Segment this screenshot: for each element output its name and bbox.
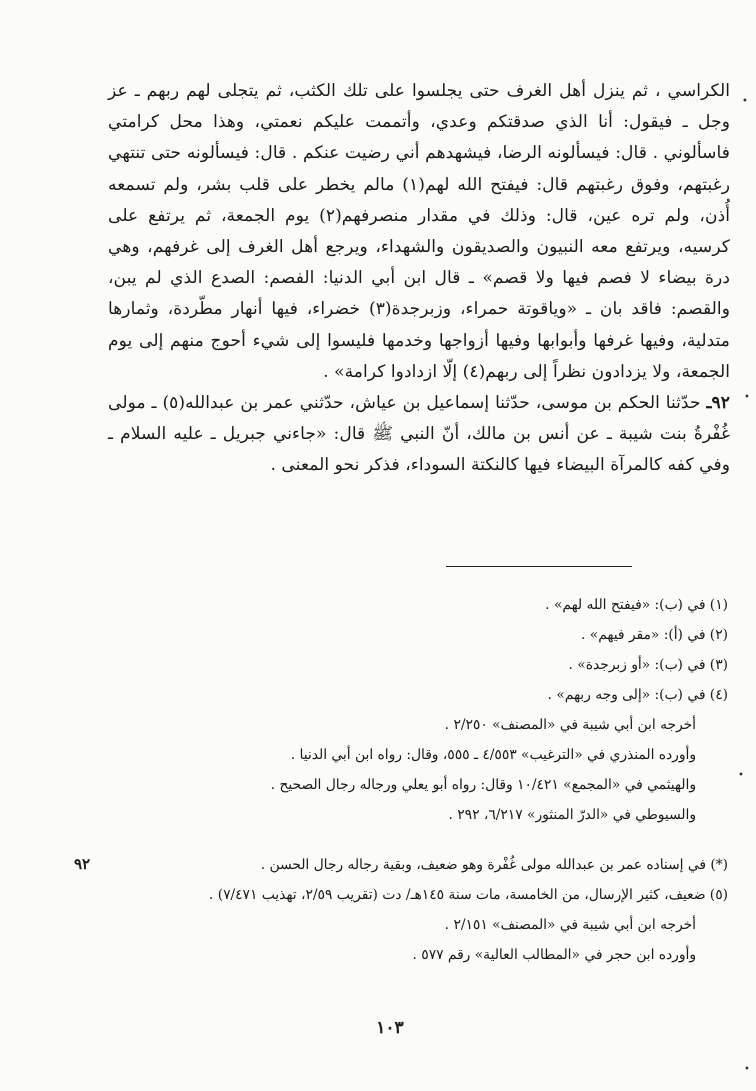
footnote-4-source-4: والسيوطي في «الدرّ المنثور» ٦/٢١٧، ٢٩٢ . [448, 807, 696, 823]
paragraph-hadith-92 [108, 388, 730, 482]
footnote-5-source-2: وأورده ابن حجر في «المطالب العالية» رقم ٥٧٧ . [412, 947, 696, 963]
footnote-star: (*) في إسناده عمر بن عبدالله مولى غُفْرة وهو ضعيف، وبقية رجاله رجال الحسن . [260, 857, 728, 873]
footnote-5: (٥) ضعيف، كثير الإرسال، من الخامسة، مات سنة ١٤٥هـ/ دت (تقريب ٢/٥٩، تهذيب ٧/٤٧١) . [208, 887, 728, 903]
hadith-number: ٩٢ـ [706, 393, 730, 414]
main-text-block [108, 76, 730, 482]
footnote-5-source-1: أخرجه ابن أبي شيبة في «المصنف» ٢/١٥١ . [444, 917, 696, 933]
margin-dot-mark: • [742, 96, 748, 107]
footnote-1: (١) في (ب): «فيفتح الله لهم» . [545, 597, 728, 613]
footnote-4: (٤) في (ب): «إلى وجه ربهم» . [547, 687, 728, 703]
margin-dot-mark: • [744, 392, 750, 403]
margin-dot-mark: • [738, 770, 744, 781]
footnotes-section [100, 590, 728, 970]
page-number: ١٠٣ [376, 1018, 404, 1038]
footnote-divider [446, 566, 632, 567]
margin-dot-mark: • [744, 1064, 750, 1075]
footnote-3: (٣) في (ب): «أو زبرجدة» . [568, 657, 728, 673]
footnote-4-source-2: وأورده المنذري في «الترغيب» ٤/٥٥٣ ـ ٥٥٥، وقال: رواه ابن أبي الدنيا . [290, 747, 696, 763]
footnote-4-source-1: أخرجه ابن أبي شيبة في «المصنف» ٢/٢٥٠ . [444, 717, 696, 733]
paragraph-hadith-91-ending: الكراسي ، ثم ينزل أهل الغرف حتى يجلسوا على تلك الكثب، ثم يتجلى لهم ربهم ـ عز وجل ـ فيقول: أنا الذي صدقتكم وعدي، وأتممت عليكم نعمتي، وهذا محل كرامتي فاسألوني . قال: فيسألونه الرضا، فيشهدهم أني رضيت عنكم . قال: فيسألونه حتى تنتهي رغبتهم، وفوق رغبتهم قال: فيفتح الله لهم(١) مالم يخطر على قلب بشر، ولم تسمعه أُذن، ولم تره عين، قال: وذلك في مقدار منصرفهم(٢) يوم الجمعة، ثم يرتفع على كرسيه، ويرتفع معه النبيون والصديقون والشهداء، ويرجع أهل الغرف إلى غرفهم، وهي درة بيضاء لا فصم فيها ولا قصم» ـ قال ابن أبي الدنيا: الفصم: الصدع الذي لم يبن، والقصم: فاقد بان ـ «وياقوتة حمراء، وزبرجدة(٣) خضراء، فيها أنهار مطّردة، وثمارها متدلية، وفيها غرفها وأبوابها وفيها أزواجها وخدمها فليسوا إلى شيء أحوج منهم إلى يوم الجمعة، ولا يزدادون نظراً إلى ربهم(٤) إلّا ازدادوا كرامة» . [108, 81, 731, 382]
side-hadith-number: ٩٢ [74, 855, 91, 873]
footnote-4-source-3: والهيثمي في «المجمع» ١٠/٤٢١ وقال: رواه أبو يعلي ورجاله رجال الصحيح . [270, 777, 696, 793]
footnote-2: (٢) في (أ): «مقر فيهم» . [580, 627, 728, 643]
hadith-text: حدّثنا الحكم بن موسى، حدّثنا إسماعيل بن عياش، حدّثني عمر بن عبدالله(٥) ـ مولى غُفْرةُ بنت شيبة ـ عن أنس بن مالك، أنّ النبي ﷺ قال: «جاءني جبريل ـ عليه السلام ـ وفي كفه كالمرآة البيضاء فيها كالنكتة السوداء، فذكر نحو المعنى . [108, 393, 730, 476]
